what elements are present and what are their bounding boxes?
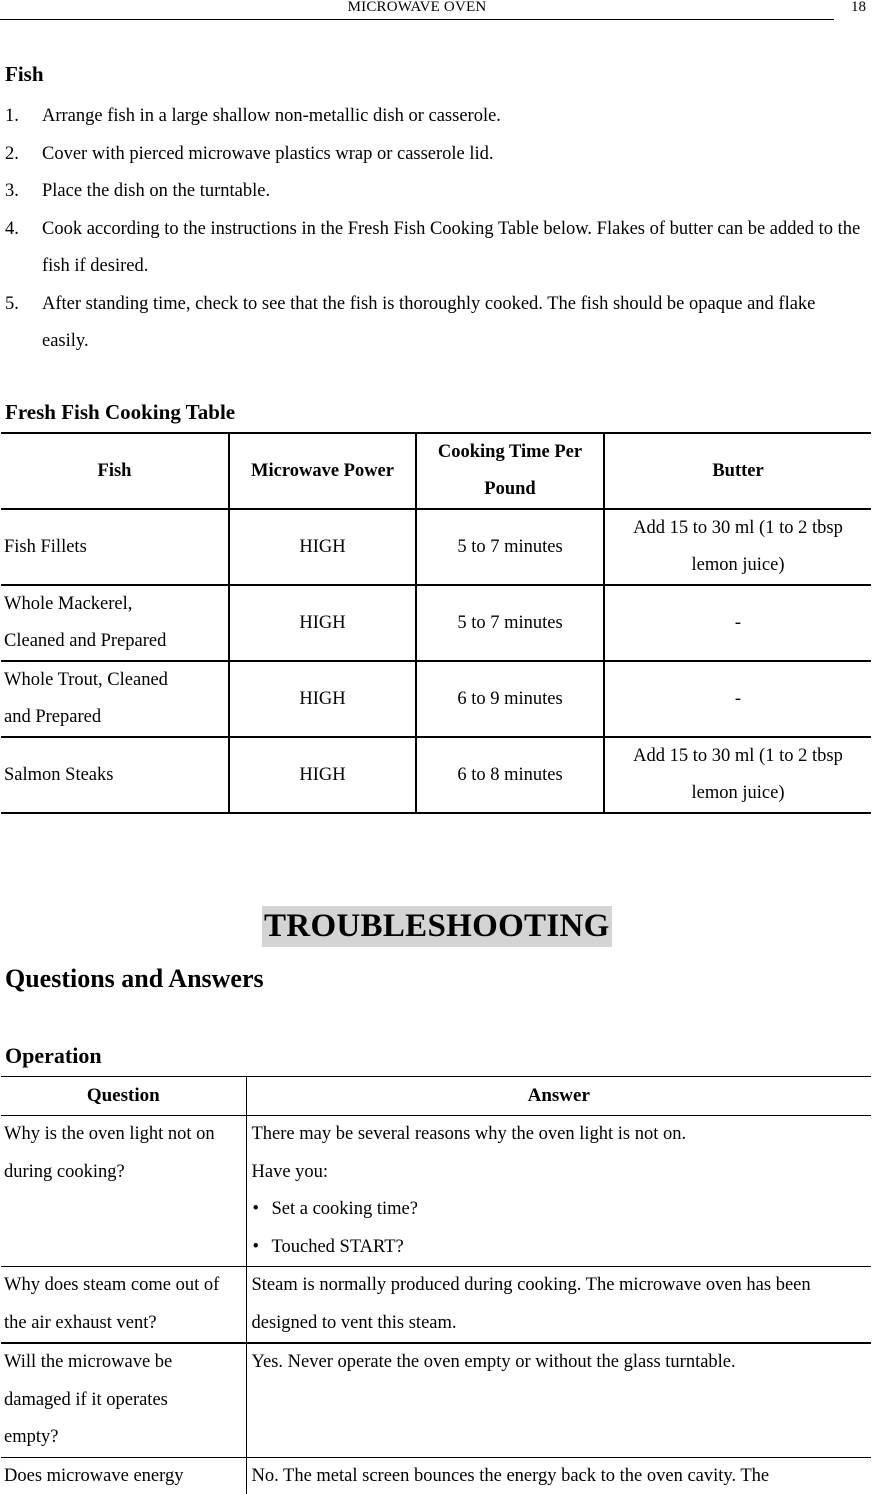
list-item: [5, 211, 865, 286]
list-item: [5, 286, 865, 361]
question-cell: [1, 1457, 246, 1494]
table-header-row: [1, 1077, 871, 1116]
fresh-fish-cooking-table: [1, 432, 871, 814]
list-item: [252, 1191, 869, 1229]
table-row: [1, 737, 871, 813]
fish-steps-list: [5, 98, 865, 361]
troubleshooting-title: TROUBLESHOOTING: [262, 906, 612, 947]
answer-cell: [246, 1343, 871, 1457]
step-text: Cover with pierced microwave plastics wrap or casserole lid.: [42, 143, 494, 164]
step-number: 1.: [5, 106, 19, 126]
answer-text: Yes. Never operate the oven empty or without the glass turntable.: [251, 1352, 736, 1372]
table-header-row: [1, 433, 871, 509]
question-text: Why is the oven light not on during cooking?: [4, 1124, 215, 1182]
question-text: Does microwave energy: [4, 1465, 184, 1486]
questions-answers-heading: Questions and Answers: [5, 964, 264, 993]
cell-fish: Whole Trout, Cleaned and Prepared: [1, 661, 229, 737]
answer-text: Have you:: [251, 1161, 329, 1182]
page-header: [0, 0, 872, 22]
list-item: [5, 136, 865, 174]
question-text: Why does steam come out of the air exhaust vent?: [4, 1275, 220, 1333]
cell-butter: Add 15 to 30 ml (1 to 2 tbsp lemon juice): [604, 737, 871, 813]
cell-butter: Add 15 to 30 ml (1 to 2 tbsp lemon juice): [604, 509, 871, 585]
answer-cell: [246, 1267, 871, 1344]
cell-power: HIGH: [229, 509, 416, 585]
step-text: Cook according to the instructions in the Fresh Fish Cooking Table below. Flakes of butter can be added to the fish if desired.: [42, 218, 861, 276]
cell-fish: Whole Mackerel, Cleaned and Prepared: [1, 585, 229, 661]
step-number: 2.: [5, 143, 19, 164]
column-header: Butter: [604, 433, 871, 509]
step-number: 4.: [5, 218, 19, 239]
answer-text: Steam is normally produced during cooking. The microwave oven has been designed to vent this steam.: [251, 1275, 811, 1333]
bullet-icon: •: [252, 1236, 259, 1257]
table-row: [1, 1457, 871, 1494]
cell-power: HIGH: [229, 661, 416, 737]
fish-heading: Fish: [5, 62, 44, 86]
column-header: Answer: [246, 1077, 871, 1116]
cell-fish: Fish Fillets: [1, 509, 229, 585]
table-row: [1, 1267, 871, 1344]
cell-butter: -: [604, 661, 871, 737]
cell-time: 6 to 9 minutes: [416, 661, 604, 737]
table-row: [1, 661, 871, 737]
step-number: 3.: [5, 181, 19, 201]
answer-cell: [246, 1457, 871, 1494]
table-row: [1, 1343, 871, 1457]
question-cell: [1, 1267, 246, 1344]
column-header: Question: [1, 1077, 246, 1116]
question-cell: [1, 1116, 246, 1267]
question-cell: [1, 1343, 246, 1457]
answer-text: There may be several reasons why the oven light is not on.: [251, 1124, 687, 1144]
header-title: MICROWAVE OVEN: [347, 0, 487, 15]
list-item: [5, 98, 865, 136]
cell-time: 5 to 7 minutes: [416, 509, 604, 585]
bullet-text: Set a cooking time?: [271, 1199, 418, 1219]
cell-time: 5 to 7 minutes: [416, 585, 604, 661]
cell-butter: -: [604, 585, 871, 661]
list-item: [252, 1229, 869, 1267]
header-rule: [0, 19, 834, 20]
cell-fish: Salmon Steaks: [1, 737, 229, 813]
table-row: [1, 1116, 871, 1267]
operation-heading: Operation: [5, 1043, 102, 1068]
bullet-icon: •: [252, 1199, 259, 1219]
step-text: Place the dish on the turntable.: [42, 181, 271, 201]
bullet-text: Touched START?: [271, 1236, 404, 1257]
column-header: Microwave Power: [229, 433, 416, 509]
column-header: Fish: [1, 433, 229, 509]
cell-time: 6 to 8 minutes: [416, 737, 604, 813]
table-row: [1, 585, 871, 661]
answer-cell: [246, 1116, 871, 1267]
column-header: Cooking Time Per Pound: [416, 433, 604, 509]
step-text: After standing time, check to see that the fish is thoroughly cooked. The fish should be opaque and flake easily.: [42, 293, 816, 351]
cell-power: HIGH: [229, 585, 416, 661]
list-item: [5, 173, 865, 211]
step-text: Arrange fish in a large shallow non-metallic dish or casserole.: [42, 106, 501, 126]
page-number: 18: [851, 0, 866, 15]
table-row: [1, 509, 871, 585]
answer-text: No. The metal screen bounces the energy back to the oven cavity. The: [251, 1465, 770, 1486]
question-text: Will the microwave be damaged if it operates empty?: [4, 1352, 173, 1447]
cell-power: HIGH: [229, 737, 416, 813]
fish-table-heading: Fresh Fish Cooking Table: [5, 400, 236, 424]
operation-qa-table: [1, 1076, 871, 1494]
step-number: 5.: [5, 293, 19, 314]
